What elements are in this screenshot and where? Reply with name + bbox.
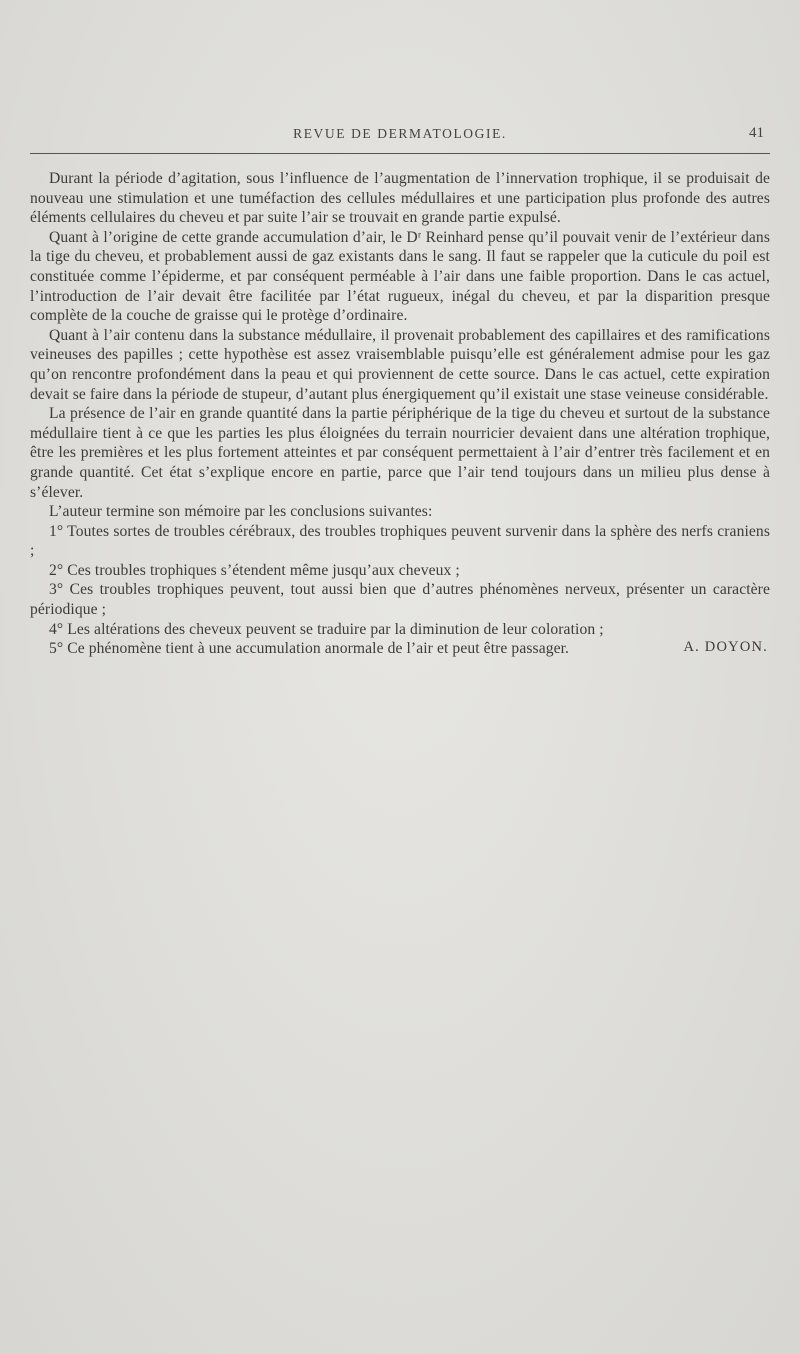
paragraph: La présence de l’air en grande quantité dans la partie périphérique de la tige du cheveu et surtout de la substance médullaire tient à ce que les parties les plus éloignées du terrain nourricier devaient dans une altération trophique, être les premières et les plus fortement atteintes et par conséquent permettaient à l’air d’entrer très facilement et en grande quantité. Cet état s’explique encore en partie, parce que l’air tend toujours dans un milieu plus dense à s’élever.: [30, 405, 770, 501]
header-rule: [30, 153, 770, 154]
paragraph: Quant à l’origine de cette grande accumulation d’air, le Dʳ Reinhard pense qu’il pouvait venir de l’extérieur dans la tige du cheveu, et probablement aussi de gaz existants dans le sang. Il faut se rappeler que la cuticule du poil est constituée comme l’épiderme, et par conséquent perméable à l’air dans une faible proportion. Dans le cas actuel, l’introduction de l’air devait être facilitée par l’état rugueux, inégal du cheveu, et par la disparition presque complète de la couche de graisse qui le protège d’ordinaire.: [30, 228, 770, 325]
author-signature: A. DOYON.: [683, 639, 768, 656]
conclusion-item-4: 4° Les altérations des cheveux peuvent se traduire par la diminution de leur coloration ;: [49, 620, 604, 638]
conclusion-item-3: 3° Ces troubles trophiques peuvent, tout aussi bien que d’autres phénomènes nerveux, présenter un caractère périodique ;: [30, 581, 770, 619]
conclusion-item-5: [30, 639, 770, 659]
paragraph-text: 5° Ce phénomène tient à une accumulation anormale de l’air et peut être passager.: [49, 640, 570, 658]
page-number: 41: [749, 125, 764, 141]
paragraph: L’auteur termine son mémoire par les conclusions suivantes:: [49, 503, 433, 521]
paragraph: Durant la période d’agitation, sous l’influence de l’augmentation de l’innervation trophique, il se produisait de nouveau une stimulation et une tuméfaction des cellules médullaires et une participation plus profonde des autres éléments cellulaires du cheveu et par suite l’air se trouvait en grande partie expulsé.: [30, 170, 770, 227]
article-body: [30, 169, 770, 659]
conclusion-item-2: 2° Ces troubles trophiques s’étendent même jusqu’aux cheveux ;: [49, 561, 460, 579]
running-head: [30, 126, 770, 144]
journal-title: REVUE DE DERMATOLOGIE.: [293, 126, 507, 141]
paragraph: Quant à l’air contenu dans la substance médullaire, il provenait probablement des capillaires et des ramifications veineuses des papilles ; cette hypothèse est assez vraisemblable puisqu’elle est généralement admise pour les gaz qu’on rencontre profondément dans la peau et qui proviennent de cette source. Dans le cas actuel, cette expiration devait se faire dans la période de stupeur, d’autant plus énergiquement qu’il existait une stase veineuse considérable.: [30, 326, 770, 403]
conclusion-item-1: 1° Toutes sortes de troubles cérébraux, des troubles trophiques peuvent survenir dans la sphère des nerfs craniens ;: [30, 522, 770, 560]
